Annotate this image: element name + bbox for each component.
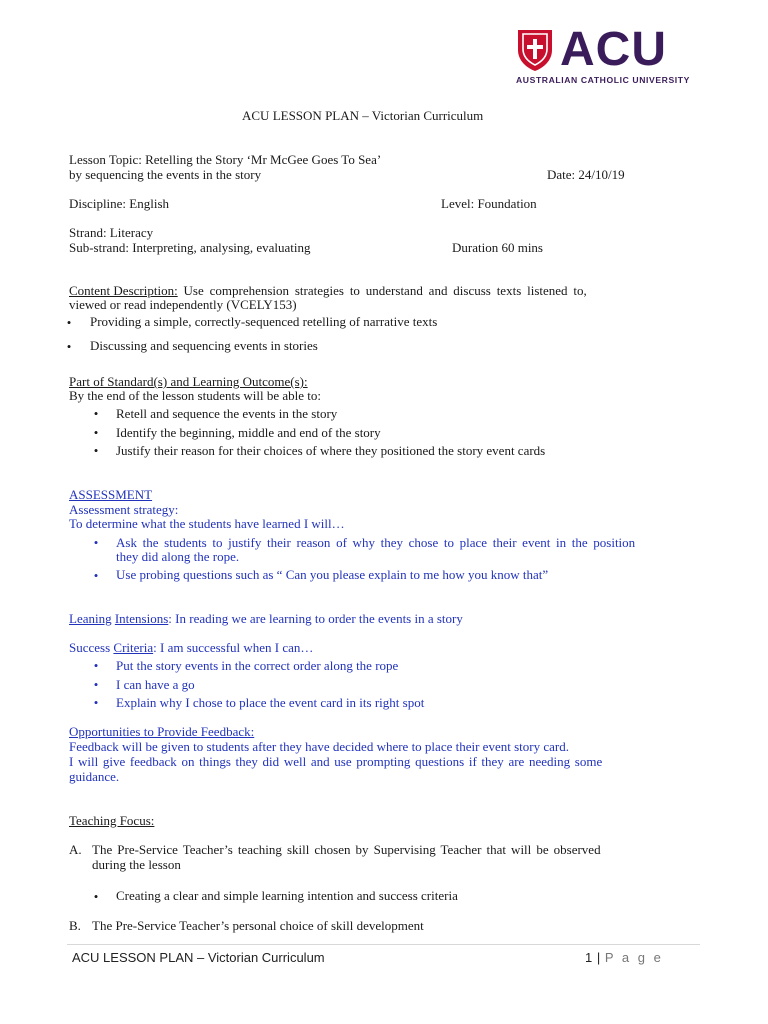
lesson-topic: Lesson Topic: Retelling the Story ‘Mr McGee Goes To Sea’ <box>69 152 382 167</box>
success-bullet-1: Put the story events in the correct order along the rope <box>116 658 399 673</box>
assessment-bullet-1: Ask the students to justify their reason of why they chose to place their event in the position <box>116 535 636 550</box>
standards-bullet-3: Justify their reason for their choices of where they positioned the story event cards <box>116 443 546 458</box>
bullet-icon: • <box>93 677 99 692</box>
bullet-icon: • <box>66 315 72 330</box>
acu-logo <box>516 23 692 90</box>
bullet-icon: • <box>93 889 99 904</box>
learning-intentions: Leaning Intensions: In reading we are learning to order the events in a story <box>69 611 463 626</box>
content-description-heading: Content Description: <box>69 283 178 298</box>
assessment-bullet-1-cont: they did along the rope. <box>116 549 240 564</box>
lesson-topic-cont: by sequencing the events in the story <box>69 167 262 182</box>
standards-bullet-2: Identify the beginning, middle and end of the story <box>116 425 381 440</box>
success-criteria: Success Criteria: I am successful when I can… <box>69 640 314 655</box>
content-bullet-1: Providing a simple, correctly-sequenced retelling of narrative texts <box>90 314 438 329</box>
footer-page-indicator: 1 | P a g e <box>585 950 664 965</box>
standards-intro: By the end of the lesson students will be able to: <box>69 388 322 403</box>
teaching-a-marker: A. <box>69 842 82 857</box>
assessment-strategy: Assessment strategy: <box>69 502 179 517</box>
bullet-icon: • <box>93 406 99 421</box>
content-description: Content Description: Use comprehension strategies to understand and discuss texts listened to, <box>69 283 587 298</box>
success-bullet-3: Explain why I chose to place the event card in its right spot <box>116 695 425 710</box>
footer-title: ACU LESSON PLAN – Victorian Curriculum <box>72 950 325 965</box>
discipline: Discipline: English <box>69 196 170 211</box>
bullet-icon: • <box>66 339 72 354</box>
logo-wordmark: ACU <box>560 23 667 76</box>
bullet-icon: • <box>93 535 99 550</box>
feedback-line-2: I will give feedback on things they did well and use prompting questions if they are needing some <box>69 754 603 769</box>
logo-subtitle: AUSTRALIAN CATHOLIC UNIVERSITY <box>516 75 690 85</box>
level: Level: Foundation <box>441 196 537 211</box>
standards-bullet-1: Retell and sequence the events in the story <box>116 406 338 421</box>
bullet-icon: • <box>93 425 99 440</box>
content-bullet-2: Discussing and sequencing events in stories <box>90 338 318 353</box>
assessment-intro: To determine what the students have learned I will… <box>69 516 345 531</box>
teaching-focus-heading: Teaching Focus: <box>69 813 155 828</box>
strand: Strand: Literacy <box>69 225 154 240</box>
teaching-a-text-cont: during the lesson <box>92 857 181 872</box>
document-title: ACU LESSON PLAN – Victorian Curriculum <box>242 108 484 123</box>
teaching-b-marker: B. <box>69 918 81 933</box>
duration: Duration 60 mins <box>452 240 543 255</box>
success-bullet-2: I can have a go <box>116 677 195 692</box>
teaching-b-text: The Pre-Service Teacher’s personal choice of skill development <box>92 918 424 933</box>
bullet-icon: • <box>93 568 99 583</box>
lesson-date: Date: 24/10/19 <box>547 167 625 182</box>
bullet-icon: • <box>93 658 99 673</box>
teaching-a-text: The Pre-Service Teacher’s teaching skill chosen by Supervising Teacher that will be observed <box>92 842 601 857</box>
assessment-heading: ASSESSMENT <box>69 487 153 502</box>
standards-heading: Part of Standard(s) and Learning Outcome(s): <box>69 374 308 389</box>
page-number: 1 <box>585 950 593 965</box>
shield-icon <box>516 28 554 72</box>
sub-strand: Sub-strand: Interpreting, analysing, evaluating <box>69 240 311 255</box>
teaching-a-bullet: Creating a clear and simple learning intention and success criteria <box>116 888 458 903</box>
feedback-line-3: guidance. <box>69 769 120 784</box>
bullet-icon: • <box>93 443 99 458</box>
feedback-heading: Opportunities to Provide Feedback: <box>69 724 255 739</box>
footer-divider <box>67 944 700 945</box>
page-label: P a g e <box>604 950 664 965</box>
feedback-line-1: Feedback will be given to students after they have decided where to place their event story card. <box>69 739 569 754</box>
content-description-cont: viewed or read independently (VCELY153) <box>69 297 297 312</box>
bullet-icon: • <box>93 695 99 710</box>
assessment-bullet-2: Use probing questions such as “ Can you please explain to me how you know that” <box>116 567 549 582</box>
